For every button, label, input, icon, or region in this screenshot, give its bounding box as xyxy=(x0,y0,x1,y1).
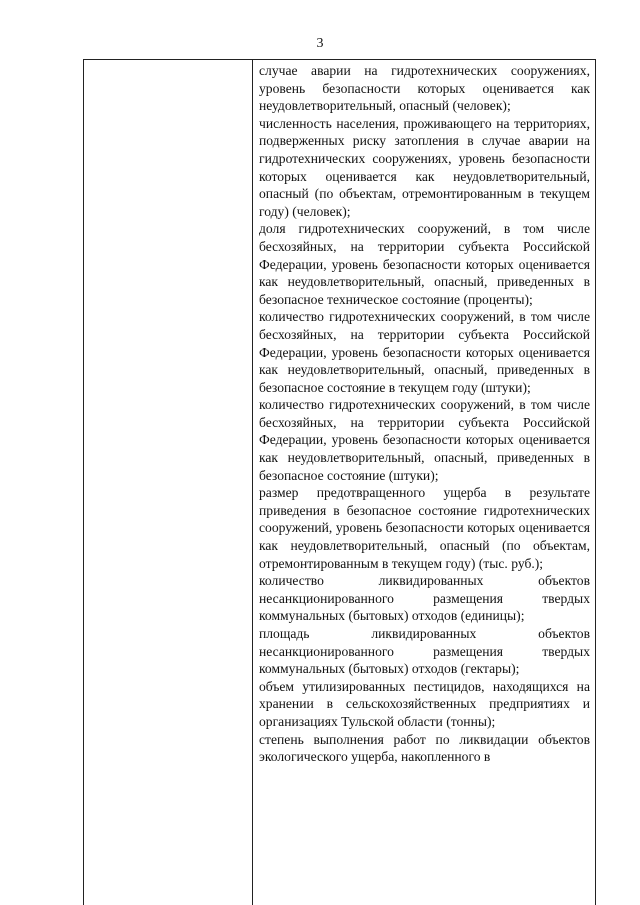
indicator-item: объем утилизированных пестицидов, находящихся на хранении в сельскохозяйственных предприятиях и организациях Тульской области (тонны); xyxy=(259,678,590,729)
page-number: 3 xyxy=(316,36,324,51)
indicator-item: количество гидротехнических сооружений, в том числе бесхозяйных, на территории субъекта Российской Федерации, уровень безопасности которых оценивается как неудовлетворительный, опасный, приведенных в безопасное состояние в текущем году (штуки); xyxy=(259,309,590,395)
indicator-item: площадь ликвидированных объектов несанкционированного размещения твердых коммунальных (бытовых) отходов (гектары); xyxy=(259,626,590,677)
indicator-item: количество гидротехнических сооружений, в том числе бесхозяйных, на территории субъекта Российской Федерации, уровень безопасности которых оценивается как неудовлетворительный, опасный, приведенных в безопасное состояние (штуки); xyxy=(259,397,590,483)
indicator-item: случае аварии на гидротехнических сооружениях, уровень безопасности которых оценивается как неудовлетворительный, опасный (человек); xyxy=(259,63,590,114)
indicator-item: доля гидротехнических сооружений, в том числе бесхозяйных, на территории субъекта Российской Федерации, уровень безопасности которых оценивается как неудовлетворительный, опасный, приведенных в безопасное техническое состояние (проценты); xyxy=(259,221,590,307)
indicator-item: количество ликвидированных объектов несанкционированного размещения твердых коммунальных (бытовых) отходов (единицы); xyxy=(259,573,590,624)
indicator-item: степень выполнения работ по ликвидации объектов экологического ущерба, накопленного в xyxy=(259,731,590,765)
table-right-column xyxy=(259,62,590,766)
table-left-column xyxy=(84,60,253,905)
indicator-item: размер предотвращенного ущерба в результате приведения в безопасное состояние гидротехнических сооружений, уровень безопасности которых оценивается как неудовлетворительный, опасный (по объектам, отремонтированным в текущем году) (тыс. руб.); xyxy=(259,485,590,571)
document-table xyxy=(83,59,596,905)
indicator-item: численность населения, проживающего на территориях, подверженных риску затопления в случае аварии на гидротехнических сооружениях, уровень безопасности которых оценивается как неудовлетворительный, опасный (по объектам, отремонтированным в текущем году) (человек); xyxy=(259,115,590,219)
